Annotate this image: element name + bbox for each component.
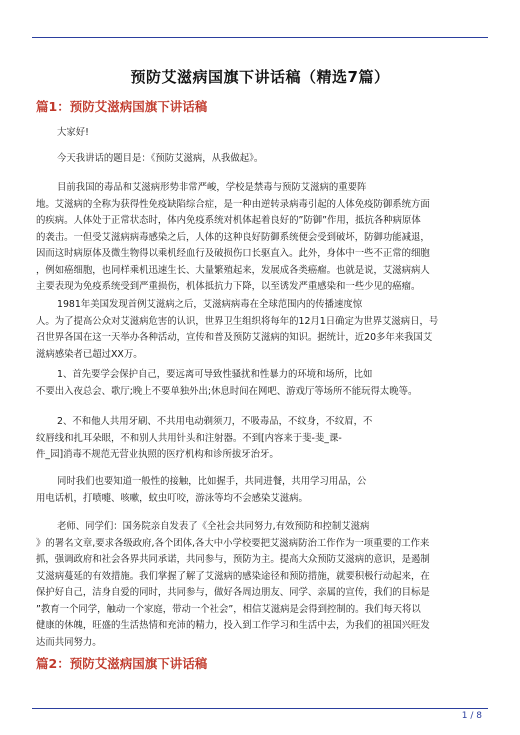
paragraph-line: 主要表现为免疫系统受到严重损伤，机体抵抗力下降，以至诱发严重感染和一些少见的癌瘤。 <box>36 281 421 292</box>
topic-line: 今天我讲话的题目是：《预防艾滋病，从我做起》。 <box>57 153 264 164</box>
paragraph-line: 件_园]消毒不规范无营业执照的医疗机构和诊所拔牙治牙。 <box>36 449 279 460</box>
footer-rule <box>32 708 488 709</box>
section-2-heading: 篇2：预防艾滋病国旗下讲话稿 <box>36 656 208 671</box>
paragraph-line: 艾滋病蔓延的有效措施。我们掌握了解了艾滋病的感染途径和预防措施，就要积极行动起来，在 <box>36 570 430 582</box>
greeting <box>36 125 492 142</box>
document-title: 预防艾滋病国旗下讲话稿（精选7篇） <box>130 68 390 86</box>
paragraph-line: 人。为了提高公众对艾滋病危害的认识，世界卫生组织将每年的12月1日确定为世界艾滋病日，号 <box>36 315 439 327</box>
paragraph-line: 的疾病。人体处于正常状态时，体内免疫系统对机体起着良好的”防御”作用，抵抗各种病原体 <box>36 215 421 226</box>
paragraph-5 <box>36 474 492 507</box>
paragraph-4 <box>36 414 492 464</box>
header-rule <box>32 37 488 38</box>
paragraph-line: 达而共同努力。 <box>36 636 102 648</box>
paragraph-line: 同时我们也要知道一般性的接触，比如握手，共同进餐，共用学习用品，公 <box>57 476 367 487</box>
paragraph-line: 抓，强调政府和社会各界共同承诺，共同参与，预防为主。提高大众预防艾滋病的意识，是遏制 <box>36 554 430 565</box>
paragraph-line: 1981年美国发现首例艾滋病之后，艾滋病病毒在全球范围内的传播速度惊 <box>57 299 363 310</box>
paragraph-line: 目前我国的毒品和艾滋病形势非常严峻，学校是禁毒与预防艾滋病的重要阵 <box>57 182 367 193</box>
paragraph-line: 用电话机，打喷嚏、咳嗽，蚊虫叮咬，游泳等均不会感染艾滋病。 <box>36 492 308 504</box>
paragraph-line: 因而这时病原体及微生物得以乘机经血行及破损伤口长驱直入。此外，身体中一些不正常的细胞 <box>36 248 430 259</box>
paragraph-line: ”教育一个同学，触动一个家庭，带动一个社会”，相信艾滋病是会得到控制的。我们每天将以 <box>36 603 421 615</box>
section-1-heading: 篇1：预防艾滋病国旗下讲话稿 <box>36 99 208 114</box>
paragraph-line: 》的署名文章,要求各级政府,各个团体,各大中小学校要把艾滋病防治工作作为一项重要的工作来 <box>36 537 430 549</box>
paragraph-line: 健康的休魄，旺盛的生活热情和充沛的精力，投入到工作学习和生活中去，为我们的祖国兴旺发 <box>36 620 430 631</box>
paragraph-line: 的袭击。一但受艾滋病病毒感染之后，人体的这种良好防御系统便会受到破坏，防御功能减退， <box>36 231 430 243</box>
paragraph-6 <box>36 519 492 651</box>
paragraph-3 <box>36 367 492 400</box>
paragraph-1 <box>36 180 492 296</box>
paragraph-line: 纹唇线和扎耳朵眼，不和别人共用针头和注射器。不到[内容来于斐-斐_课- <box>36 432 342 444</box>
paragraph-line: 地。艾滋病的全称为获得性免疫缺陷综合症，是一种由逆转录病毒引起的人体免疫防御系统方面 <box>36 198 430 210</box>
paragraph-line: 保护好自己，洁身自爱的同时，共同参与，做好各周边朋友、同学、亲属的宣传，我们的目标是 <box>36 587 430 598</box>
paragraph-line: 召世界各国在这一天举办各种活动，宣传和普及预防艾滋病的知识。据统计，近20多年来我国艾 <box>36 332 433 343</box>
paragraph-line: 1、首先要学会保护自己，要远离可导致性骚扰和性暴力的环境和场所，比如 <box>57 369 373 380</box>
greeting-line: 大家好! <box>57 127 89 138</box>
paragraph-line: 2、不和他人共用牙刷、不共用电动剃须刀，不吸毒品，不纹身，不纹眉，不 <box>57 416 373 427</box>
paragraph-line: ，例如癌细胞，也同样乘机迅速生长、大量繁殖起来，发展成各类癌瘤。也就是说，艾滋病病人 <box>36 264 430 276</box>
paragraph-line: 不要出入夜总会、歌厅;晚上不要单独外出;休息时间在网吧、游戏厅等场所不能玩得太晚等。 <box>36 385 418 397</box>
paragraph-line: 老师、同学们：国务院亲自发表了《全社会共同努力,有效预防和控制艾滋病 <box>57 521 370 532</box>
topic <box>36 151 492 168</box>
paragraph-2 <box>36 297 492 363</box>
page-indicator: 1 / 8 <box>461 711 482 721</box>
paragraph-line: 滋病感染者已超过XX万。 <box>36 348 143 360</box>
